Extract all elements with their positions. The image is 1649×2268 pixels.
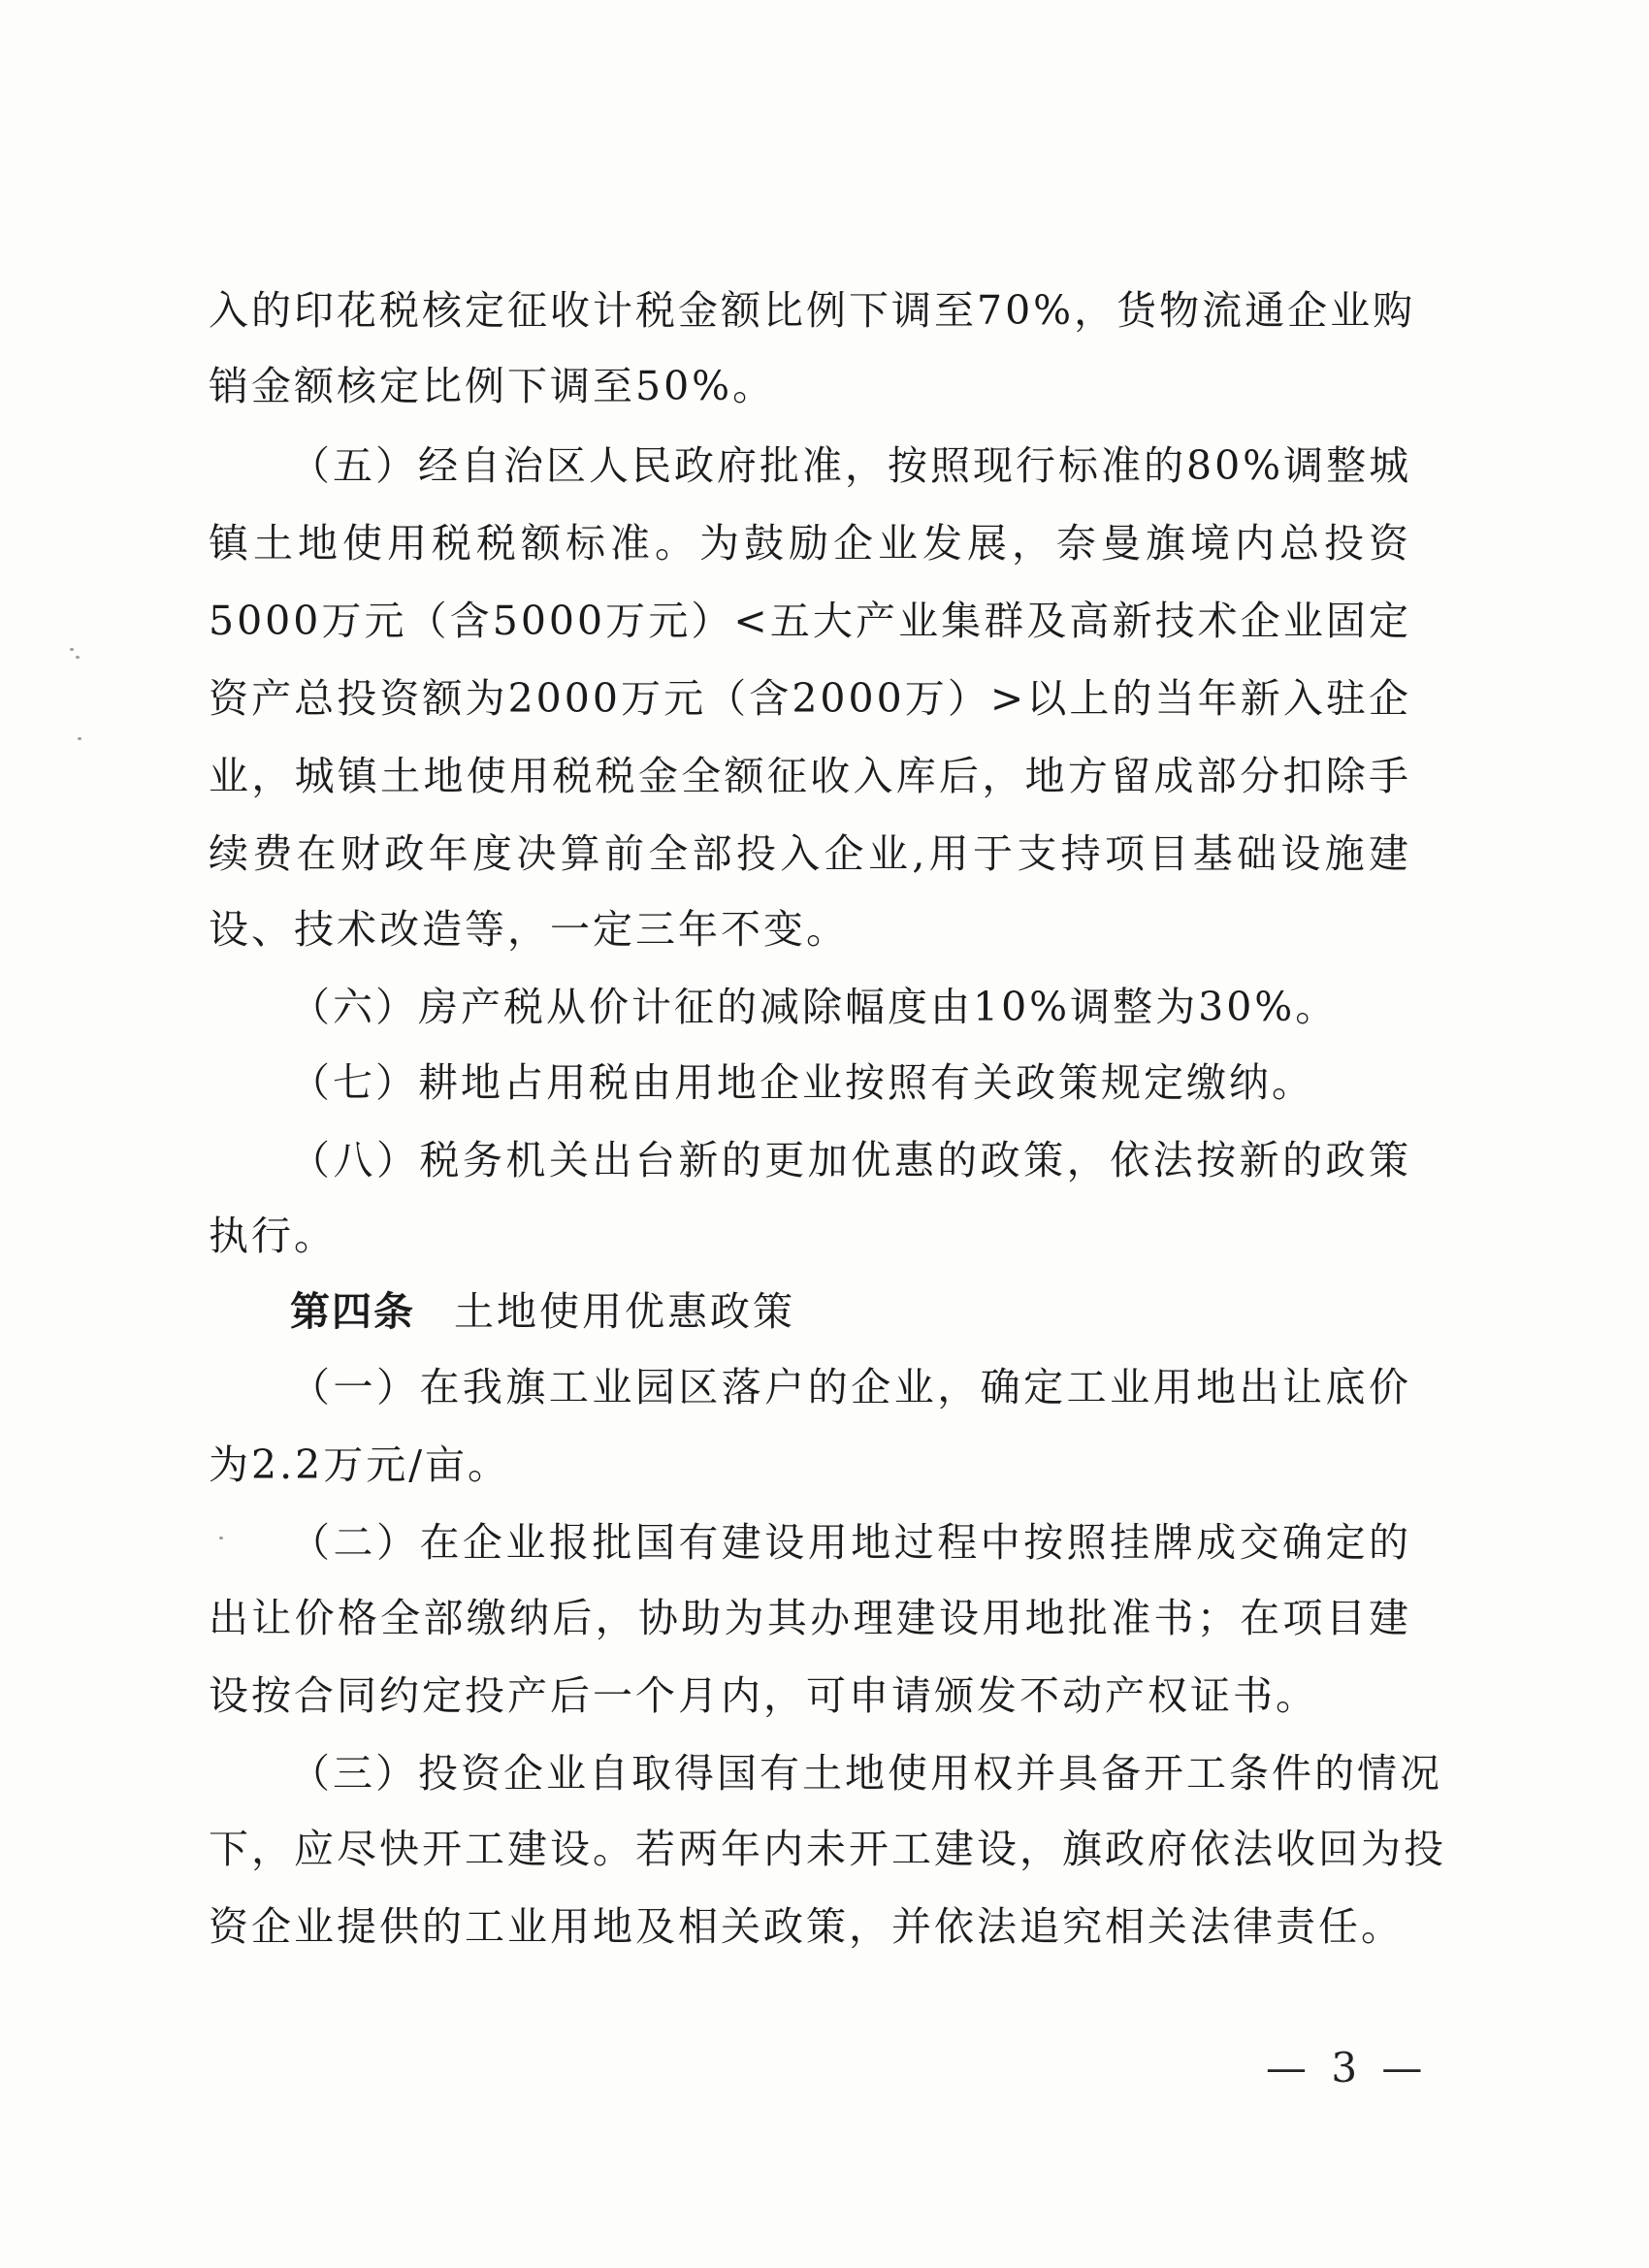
- body-line: 出让价格全部缴纳后，协助为其办理建设用地批准书；在项目建: [209, 1595, 1411, 1641]
- body-line: 为2.2万元/亩。: [209, 1442, 511, 1488]
- body-line: 入的印花税核定征收计税金额比例下调至70%，货物流通企业购: [209, 287, 1416, 334]
- scan-speck: [70, 648, 74, 651]
- body-line: 设按合同约定投产后一个月内，可申请颁发不动产权证书。: [209, 1672, 1318, 1719]
- body-line: 资企业提供的工业用地及相关政策，并依法追究相关法律责任。: [209, 1903, 1404, 1950]
- body-line: 业，城镇土地使用税税金全额征收入库后，地方留成部分扣除手: [209, 753, 1411, 799]
- article-number: 第四条: [290, 1288, 415, 1335]
- body-line: 设、技术改造等，一定三年不变。: [209, 906, 849, 953]
- body-line: 资产总投资额为2000万元（含2000万）>以上的当年新入驻企: [209, 675, 1411, 722]
- body-line: （八）税务机关出台新的更加优惠的政策，依法按新的政策: [290, 1137, 1411, 1183]
- body-line: 下，应尽快开工建设。若两年内未开工建设，旗政府依法收回为投: [209, 1826, 1446, 1872]
- body-line: 续费在财政年度决算前全部投入企业,用于支持项目基础设施建: [209, 830, 1411, 877]
- body-line: （一）在我旗工业园区落户的企业，确定工业用地出让底价: [290, 1364, 1411, 1410]
- scan-speck: [76, 656, 80, 659]
- body-line: 销金额核定比例下调至50%。: [209, 363, 776, 409]
- page-number: — 3 —: [1266, 2044, 1429, 2091]
- body-line: （七）耕地占用税由用地企业按照有关政策规定缴纳。: [290, 1059, 1314, 1106]
- body-line: （六）房产税从价计征的减除幅度由10%调整为30%。: [290, 984, 1339, 1030]
- body-line: 镇土地使用税税额标准。为鼓励企业发展，奈曼旗境内总投资: [209, 520, 1411, 567]
- article-heading: [290, 1282, 795, 1341]
- body-line: （二）在企业报批国有建设用地过程中按照挂牌成交确定的: [290, 1519, 1411, 1566]
- body-line: （三）投资企业自取得国有土地使用权并具备开工条件的情况: [290, 1750, 1442, 1797]
- body-line: 执行。: [209, 1213, 337, 1259]
- article-title: 土地使用优惠政策: [454, 1288, 795, 1335]
- body-line: （五）经自治区人民政府批准，按照现行标准的80%调整城: [290, 442, 1412, 489]
- scan-speck: [219, 1537, 223, 1539]
- body-line: 5000万元（含5000万元）<五大产业集群及高新技术企业固定: [209, 598, 1411, 644]
- scan-speck: [78, 737, 81, 740]
